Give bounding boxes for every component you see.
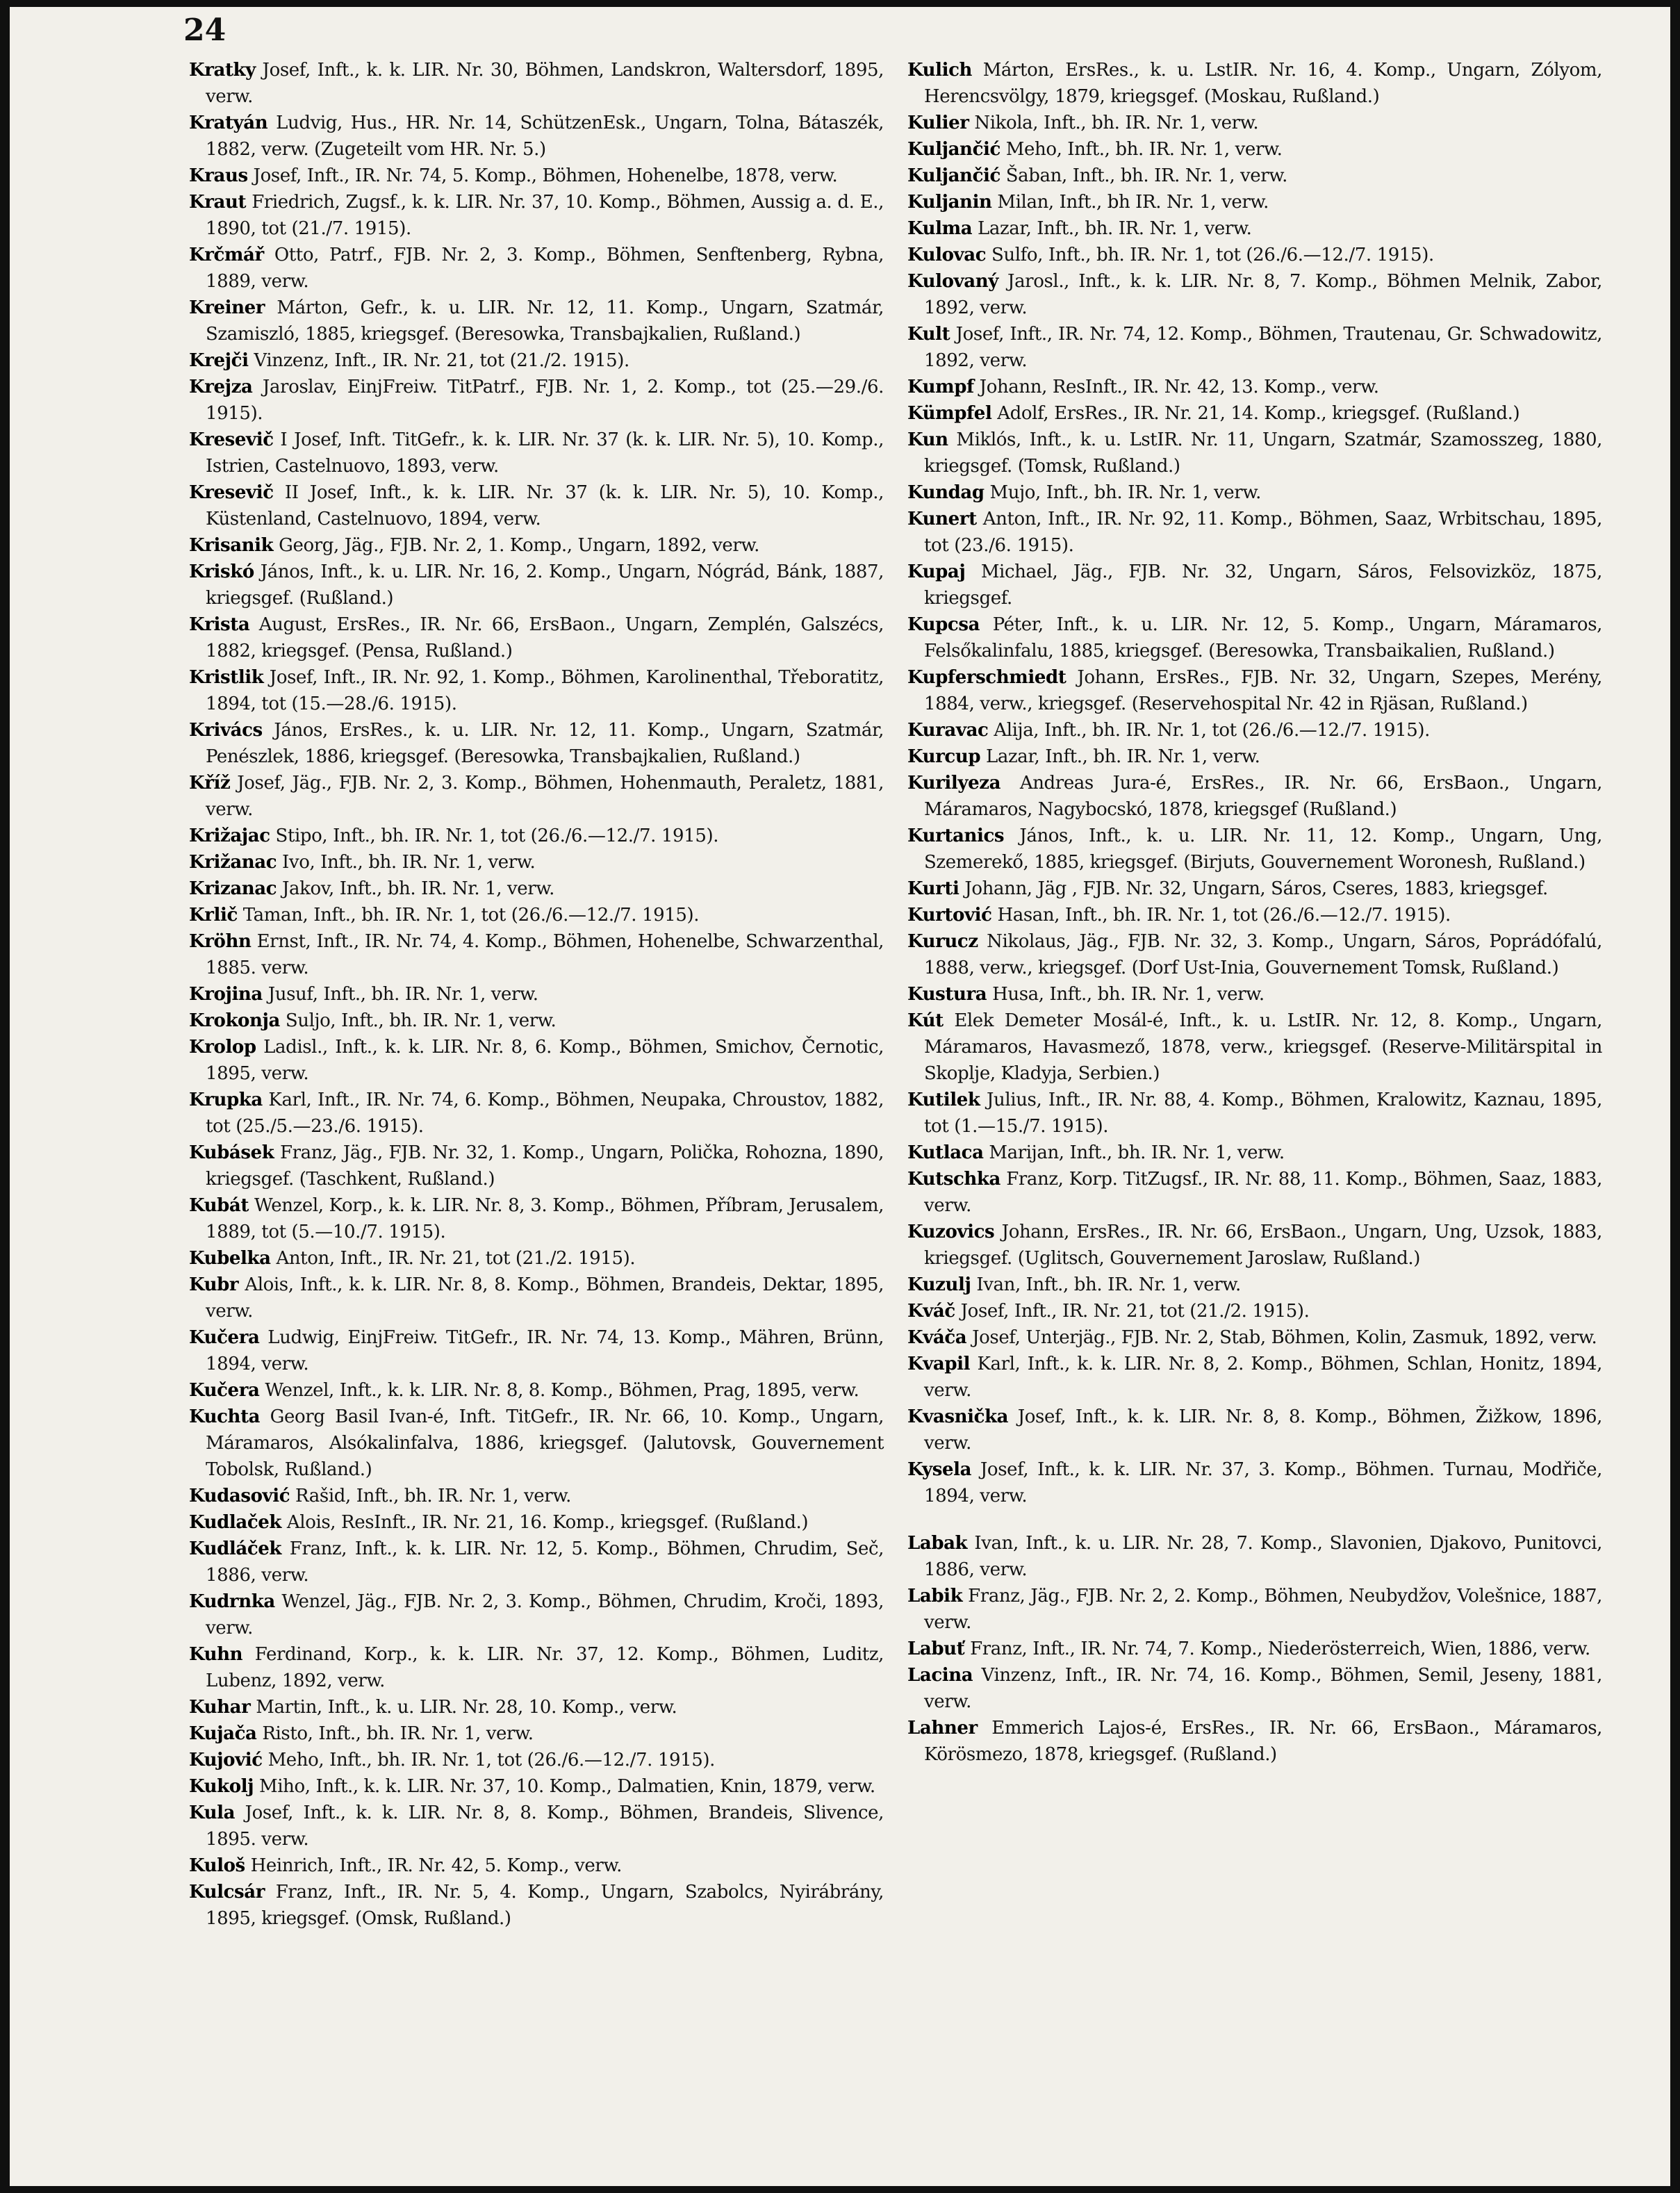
list-entry — [189, 1404, 884, 1483]
entry-details: Martin, Inft., k. u. LIR. Nr. 28, 10. Komp., verw. — [250, 1697, 677, 1718]
entry-surname: Kvapil — [907, 1354, 971, 1374]
list-entry — [907, 1404, 1602, 1456]
entry-surname: Kuzulj — [907, 1274, 971, 1295]
entry-details: Adolf, ErsRes., IR. Nr. 21, 14. Komp., kriegsgef. (Rußland.) — [991, 403, 1520, 424]
entry-details: Karl, Inft., k. k. LIR. Nr. 8, 2. Komp., Böhmen, Schlan, Honitz, 1894, verw. — [924, 1354, 1602, 1401]
entry-surname: Kulma — [907, 218, 973, 239]
entry-surname: Kubásek — [189, 1142, 274, 1163]
list-entry — [189, 1800, 884, 1853]
list-entry — [907, 1272, 1602, 1298]
entry-details: Josef, Inft., IR. Nr. 74, 12. Komp., Böhmen, Trautenau, Gr. Schwadowitz, 1892, verw. — [924, 324, 1602, 371]
entry-surname: Kučera — [189, 1380, 260, 1401]
entry-details: Anton, Inft., IR. Nr. 92, 11. Komp., Böhmen, Saaz, Wrbitschau, 1895, tot (23./6. 1915). — [924, 509, 1602, 556]
list-entry — [907, 823, 1602, 876]
entry-details: Franz, Inft., IR. Nr. 74, 7. Komp., Niederösterreich, Wien, 1886, verw. — [964, 1638, 1590, 1659]
list-entry — [907, 717, 1602, 744]
entry-surname: Kula — [189, 1802, 236, 1823]
entry-details: János, ErsRes., k. u. LIR. Nr. 12, 11. Komp., Ungarn, Szatmár, Penészlek, 1886, kriegsgef. (Beresowka, Transbajkalien, Rußland.) — [206, 720, 884, 767]
entry-surname: Krokonja — [189, 1010, 280, 1031]
list-entry — [189, 664, 884, 717]
entry-surname: Krojina — [189, 984, 263, 1005]
entry-details: August, ErsRes., IR. Nr. 66, ErsBaon., Ungarn, Zemplén, Galszécs, 1882, kriegsgef. (Pensa, Rußland.) — [206, 614, 884, 662]
list-entry — [907, 1087, 1602, 1140]
list-entry — [189, 242, 884, 295]
list-entry — [907, 1530, 1602, 1583]
entry-surname: Kuljanin — [907, 192, 992, 213]
entry-surname: Kriskó — [189, 561, 254, 582]
list-entry — [907, 242, 1602, 268]
entry-details: Marijan, Inft., bh. IR. Nr. 1, verw. — [983, 1142, 1285, 1163]
entry-details: Šaban, Inft., bh. IR. Nr. 1, verw. — [1000, 165, 1287, 186]
entry-details: Husa, Inft., bh. IR. Nr. 1, verw. — [987, 984, 1265, 1005]
entry-surname: Kulovaný — [907, 271, 998, 292]
entry-details: Alois, ResInft., IR. Nr. 21, 16. Komp., kriegsgef. (Rußland.) — [281, 1512, 809, 1533]
entry-surname: Kříž — [189, 773, 231, 794]
list-entry — [189, 1879, 884, 1932]
list-entry — [907, 506, 1602, 559]
entry-surname: Kümpfel — [907, 403, 992, 424]
list-entry — [189, 1034, 884, 1087]
entry-surname: Kulich — [907, 60, 973, 81]
entry-surname: Krlič — [189, 905, 238, 926]
entry-surname: Krupka — [189, 1090, 263, 1110]
list-entry — [907, 268, 1602, 321]
list-entry — [907, 770, 1602, 823]
list-entry — [907, 374, 1602, 400]
list-entry — [189, 1694, 884, 1720]
list-entry — [907, 110, 1602, 136]
entry-surname: Kulovac — [907, 245, 987, 265]
list-entry — [907, 1219, 1602, 1272]
list-entry — [907, 902, 1602, 928]
entry-surname: Kutlaca — [907, 1142, 984, 1163]
list-entry — [189, 1324, 884, 1377]
entry-surname: Kuhar — [189, 1697, 251, 1718]
entry-surname: Kurilyeza — [907, 773, 1001, 794]
entry-surname: Kurti — [907, 878, 960, 899]
entry-surname: Kuljančić — [907, 165, 1000, 186]
entry-surname: Kupferschmiedt — [907, 667, 1067, 688]
entry-surname: Krivács — [189, 720, 263, 741]
entry-details: Franz, Inft., k. k. LIR. Nr. 12, 5. Komp., Böhmen, Chrudim, Seč, 1886, verw. — [206, 1538, 884, 1586]
entry-surname: Kurucz — [907, 931, 978, 952]
entry-details: Anton, Inft., IR. Nr. 21, tot (21./2. 1915). — [270, 1248, 636, 1269]
entry-details: Ludwig, EinjFreiw. TitGefr., IR. Nr. 74, 13. Komp., Mähren, Brünn, 1894, verw. — [206, 1327, 884, 1374]
entry-details: Meho, Inft., bh. IR. Nr. 1, tot (26./6.—12./7. 1915). — [262, 1750, 716, 1771]
list-entry — [189, 1641, 884, 1694]
entry-details: Josef, Inft., k. k. LIR. Nr. 8, 8. Komp., Böhmen, Brandeis, Slivence, 1895. verw. — [206, 1802, 884, 1850]
list-entry — [189, 295, 884, 347]
entry-details: Johann, ResInft., IR. Nr. 42, 13. Komp., verw. — [973, 377, 1379, 397]
entry-details: Miho, Inft., k. k. LIR. Nr. 37, 10. Komp., Dalmatien, Knin, 1879, verw. — [254, 1776, 875, 1797]
entry-details: Otto, Patrf., FJB. Nr. 2, 3. Komp., Böhmen, Senftenberg, Rybna, 1889, verw. — [206, 245, 884, 292]
entry-details: Milan, Inft., bh IR. Nr. 1, verw. — [991, 192, 1269, 213]
entry-details: Lazar, Inft., bh. IR. Nr. 1, verw. — [972, 218, 1252, 239]
entry-surname: Kresevič — [189, 429, 274, 450]
entry-details: Jusuf, Inft., bh. IR. Nr. 1, verw. — [262, 984, 538, 1005]
entry-details: Johann, ErsRes., IR. Nr. 66, ErsBaon., Ungarn, Ung, Uzsok, 1883, kriegsgef. (Uglitsch, Gouvernement Jaroslaw, Rußland.) — [924, 1222, 1602, 1269]
list-entry — [189, 1192, 884, 1245]
entry-surname: Kulcsár — [189, 1882, 265, 1903]
list-entry — [907, 57, 1602, 110]
list-entry — [907, 215, 1602, 242]
list-entry — [189, 374, 884, 427]
entry-details: Ludvig, Hus., HR. Nr. 14, SchützenEsk., Ungarn, Tolna, Bátaszék, 1882, verw. (Zugeteilt vom HR. Nr. 5.) — [206, 113, 884, 160]
entry-surname: Krejči — [189, 350, 249, 371]
list-entry — [907, 1636, 1602, 1662]
entry-details: Jaroslav, EinjFreiw. TitPatrf., FJB. Nr. 1, 2. Komp., tot (25.—29./6. 1915). — [206, 377, 884, 424]
entry-details: Franz, Jäg., FJB. Nr. 32, 1. Komp., Ungarn, Polička, Rohozna, 1890, kriegsgef. (Taschkent, Rußland.) — [206, 1142, 884, 1190]
entry-surname: Kujača — [189, 1723, 257, 1744]
entry-surname: Lahner — [907, 1718, 978, 1739]
entry-details: Stipo, Inft., bh. IR. Nr. 1, tot (26./6.—12./7. 1915). — [270, 826, 719, 846]
list-entry — [189, 163, 884, 189]
entry-details: Miklós, Inft., k. u. LstIR. Nr. 11, Ungarn, Szatmár, Szamosszeg, 1880, kriegsgef. (Tomsk, Rußland.) — [924, 429, 1602, 477]
entry-details: Friedrich, Zugsf., k. k. LIR. Nr. 37, 10. Komp., Böhmen, Aussig a. d. E., 1890, tot (21./7. 1915). — [206, 192, 884, 239]
entry-surname: Kuzovics — [907, 1222, 995, 1242]
list-entry — [189, 1008, 884, 1034]
page-number: 24 — [183, 13, 227, 48]
entry-surname: Kulier — [907, 113, 969, 133]
entry-details: Karl, Inft., IR. Nr. 74, 6. Komp., Böhmen, Neupaka, Chroustov, 1882, tot (25./5.—23./6. 1915). — [206, 1090, 884, 1137]
list-entry — [907, 1662, 1602, 1715]
entry-surname: Križajac — [189, 826, 270, 846]
entry-surname: Kút — [907, 1010, 944, 1031]
entry-details: Wenzel, Korp., k. k. LIR. Nr. 8, 3. Komp., Böhmen, Příbram, Jerusalem, 1889, tot (5.—10./7. 1915). — [206, 1195, 884, 1242]
left-column — [189, 57, 884, 1932]
entry-details: Josef, Inft., IR. Nr. 92, 1. Komp., Böhmen, Karolinenthal, Třeboratitz, 1894, tot (15.—28./6. 1915). — [206, 667, 884, 714]
entry-surname: Kudasović — [189, 1486, 290, 1506]
list-entry — [189, 110, 884, 163]
list-entry — [189, 928, 884, 981]
entry-surname: Kubát — [189, 1195, 249, 1216]
list-entry — [907, 189, 1602, 215]
entry-details: Péter, Inft., k. u. LIR. Nr. 12, 5. Komp., Ungarn, Máramaros, Felsőkalinfalu, 1885, kriegsgef. (Beresowka, Transbaikalien, Rußland.) — [924, 614, 1602, 662]
list-entry — [907, 1324, 1602, 1351]
entry-details: Ladisl., Inft., k. k. LIR. Nr. 8, 6. Komp., Böhmen, Smichov, Černotic, 1895, verw. — [206, 1037, 884, 1084]
entry-surname: Lacina — [907, 1665, 973, 1686]
entry-details: Márton, Gefr., k. u. LIR. Nr. 12, 11. Komp., Ungarn, Szatmár, Szamiszló, 1885, kriegsgef. (Beresowka, Transbajkalien, Rußland.) — [206, 297, 884, 345]
entry-details: I Josef, Inft. TitGefr., k. k. LIR. Nr. 37 (k. k. LIR. Nr. 5), 10. Komp., Istrien, Castelnuovo, 1893, verw. — [206, 429, 884, 477]
list-entry — [189, 189, 884, 242]
entry-details: Heinrich, Inft., IR. Nr. 42, 5. Komp., verw. — [245, 1855, 622, 1876]
entry-surname: Kumpf — [907, 377, 974, 397]
list-entry — [189, 1140, 884, 1192]
list-entry — [189, 347, 884, 374]
entry-surname: Kuchta — [189, 1406, 261, 1427]
entry-details: Risto, Inft., bh. IR. Nr. 1, verw. — [256, 1723, 534, 1744]
entry-surname: Kuljančić — [907, 139, 1000, 160]
entry-surname: Kunert — [907, 509, 977, 529]
entry-surname: Kubr — [189, 1274, 239, 1295]
entry-details: Josef, Inft., k. k. LIR. Nr. 37, 3. Komp., Böhmen. Turnau, Modřiče, 1894, verw. — [924, 1459, 1602, 1506]
entry-details: Hasan, Inft., bh. IR. Nr. 1, tot (26./6.—12./7. 1915). — [991, 905, 1451, 926]
list-entry — [189, 770, 884, 823]
entry-details: Alija, Inft., bh. IR. Nr. 1, tot (26./6.—12./7. 1915). — [988, 720, 1430, 741]
list-entry — [907, 876, 1602, 902]
list-entry — [907, 611, 1602, 664]
list-entry — [189, 823, 884, 849]
entry-details: Mujo, Inft., bh. IR. Nr. 1, verw. — [984, 482, 1261, 503]
entry-surname: Kreiner — [189, 297, 265, 318]
entry-surname: Kysela — [907, 1459, 972, 1480]
list-entry — [189, 1509, 884, 1536]
list-entry — [189, 1272, 884, 1324]
list-entry — [189, 1245, 884, 1272]
list-entry — [907, 1583, 1602, 1636]
entry-details: Vinzenz, Inft., IR. Nr. 74, 16. Komp., Böhmen, Semil, Jeseny, 1881, verw. — [924, 1665, 1602, 1712]
entry-surname: Kresevič — [189, 482, 274, 503]
entry-surname: Kutilek — [907, 1090, 980, 1110]
entry-surname: Kustura — [907, 984, 987, 1005]
list-entry — [189, 1588, 884, 1641]
entry-details: Nikolaus, Jäg., FJB. Nr. 32, 3. Komp., Ungarn, Sáros, Poprádófalú, 1888, verw., kriegsgef. (Dorf Ust-Inia, Gouvernement Tomsk, Rußland.) — [924, 931, 1602, 978]
entry-surname: Krista — [189, 614, 250, 635]
entry-surname: Krolop — [189, 1037, 256, 1058]
list-entry — [189, 849, 884, 876]
entry-surname: Kristlik — [189, 667, 264, 688]
entry-surname: Krisanik — [189, 535, 274, 556]
entry-details: Vinzenz, Inft., IR. Nr. 21, tot (21./2. 1915). — [248, 350, 629, 371]
entry-details: Jakov, Inft., bh. IR. Nr. 1, verw. — [277, 878, 554, 899]
entry-surname: Kuloš — [189, 1855, 245, 1876]
list-entry — [189, 427, 884, 479]
entry-surname: Kubelka — [189, 1248, 271, 1269]
entry-surname: Kudrnka — [189, 1591, 275, 1612]
list-entry — [189, 57, 884, 110]
entry-surname: Kult — [907, 324, 950, 345]
entry-details: Josef, Inft., IR. Nr. 21, tot (21./2. 1915). — [955, 1301, 1310, 1322]
entry-details: Andreas Jura-é, ErsRes., IR. Nr. 66, ErsBaon., Ungarn, Máramaros, Nagybocskó, 1878, kriegsgef (Rußland.) — [924, 773, 1602, 820]
entry-surname: Kurcup — [907, 746, 981, 767]
entry-surname: Kröhn — [189, 931, 252, 952]
list-entry — [907, 400, 1602, 427]
entry-details: Rašid, Inft., bh. IR. Nr. 1, verw. — [290, 1486, 571, 1506]
entry-details: Georg, Jäg., FJB. Nr. 2, 1. Komp., Ungarn, 1892, verw. — [273, 535, 760, 556]
list-entry — [907, 1166, 1602, 1219]
entry-surname: Labuť — [907, 1638, 965, 1659]
list-entry — [907, 744, 1602, 770]
list-entry — [907, 1008, 1602, 1087]
list-entry — [907, 1140, 1602, 1166]
entry-details: Josef, Inft., k. k. LIR. Nr. 30, Böhmen, Landskron, Waltersdorf, 1895, verw. — [206, 60, 884, 107]
entry-surname: Kratyán — [189, 113, 268, 133]
list-entry — [907, 1456, 1602, 1509]
list-entry — [907, 664, 1602, 717]
list-entry — [189, 1377, 884, 1404]
entry-surname: Kuhn — [189, 1644, 243, 1665]
list-entry — [189, 1087, 884, 1140]
list-entry — [189, 1483, 884, 1509]
entry-details: Julius, Inft., IR. Nr. 88, 4. Komp., Böhmen, Kralowitz, Kaznau, 1895, tot (1.—15./7. 1915). — [924, 1090, 1602, 1137]
entry-surname: Kutschka — [907, 1169, 1000, 1190]
entry-details: Wenzel, Jäg., FJB. Nr. 2, 3. Komp., Böhmen, Chrudim, Kroči, 1893, verw. — [206, 1591, 884, 1638]
entry-surname: Kurtović — [907, 905, 992, 926]
right-column — [907, 57, 1602, 1768]
entry-details: Georg Basil Ivan-é, Inft. TitGefr., IR. Nr. 66, 10. Komp., Ungarn, Máramaros, Alsókalinfalva, 1886, kriegsgef. (Jalutovsk, Gouvernement Tobolsk, Rußland.) — [206, 1406, 884, 1480]
entry-surname: Kraut — [189, 192, 247, 213]
entry-surname: Kujović — [189, 1750, 263, 1771]
entry-details: II Josef, Inft., k. k. LIR. Nr. 37 (k. k. LIR. Nr. 5), 10. Komp., Küstenland, Castelnuovo, 1894, verw. — [206, 482, 884, 529]
list-entry — [189, 1747, 884, 1773]
entry-surname: Krizanac — [189, 878, 277, 899]
entry-details: Johann, Jäg , FJB. Nr. 32, Ungarn, Sáros, Cseres, 1883, kriegsgef. — [959, 878, 1548, 899]
list-entry — [907, 981, 1602, 1008]
entry-details: Ferdinand, Korp., k. k. LIR. Nr. 37, 12. Komp., Böhmen, Luditz, Lubenz, 1892, verw. — [206, 1644, 884, 1691]
entry-details: Franz, Korp. TitZugsf., IR. Nr. 88, 11. Komp., Böhmen, Saaz, 1883, verw. — [924, 1169, 1602, 1216]
list-entry — [907, 1298, 1602, 1324]
list-entry — [189, 479, 884, 532]
list-entry — [907, 427, 1602, 479]
list-entry — [189, 1853, 884, 1879]
list-entry — [907, 321, 1602, 374]
entry-details: Emmerich Lajos-é, ErsRes., IR. Nr. 66, ErsBaon., Máramaros, Körösmezo, 1878, kriegsgef. (Rußland.) — [924, 1718, 1602, 1765]
entry-surname: Kun — [907, 429, 948, 450]
entry-details: Michael, Jäg., FJB. Nr. 32, Ungarn, Sáros, Felsovizköz, 1875, kriegsgef. — [924, 561, 1602, 609]
entry-surname: Labik — [907, 1586, 963, 1607]
list-entry — [189, 559, 884, 611]
entry-surname: Krčmář — [189, 245, 264, 265]
entry-details: Lazar, Inft., bh. IR. Nr. 1, verw. — [980, 746, 1260, 767]
entry-surname: Križanac — [189, 852, 277, 873]
list-entry — [907, 163, 1602, 189]
entry-details: Jarosl., Inft., k. k. LIR. Nr. 8, 7. Komp., Böhmen Melnik, Zabor, 1892, verw. — [924, 271, 1602, 318]
entry-details: Johann, ErsRes., FJB. Nr. 32, Ungarn, Szepes, Merény, 1884, verw., kriegsgef. (Reservehospital Nr. 42 in Rjäsan, Rußland.) — [924, 667, 1602, 714]
list-entry — [907, 136, 1602, 163]
list-entry — [907, 1351, 1602, 1404]
entry-surname: Kukolj — [189, 1776, 254, 1797]
entry-details: Josef, Inft., IR. Nr. 74, 5. Komp., Böhmen, Hohenelbe, 1878, verw. — [247, 165, 838, 186]
entry-surname: Labak — [907, 1533, 968, 1554]
entry-details: Josef, Inft., k. k. LIR. Nr. 8, 8. Komp., Böhmen, Žižkow, 1896, verw. — [924, 1406, 1602, 1454]
entry-details: Ivan, Inft., k. u. LIR. Nr. 28, 7. Komp., Slavonien, Djakovo, Punitovci, 1886, verw. — [924, 1533, 1602, 1580]
list-entry — [189, 1773, 884, 1800]
list-entry — [907, 479, 1602, 506]
list-entry — [189, 1536, 884, 1588]
entry-surname: Kváč — [907, 1301, 955, 1322]
entry-surname: Kuravac — [907, 720, 989, 741]
entry-details: Elek Demeter Mosál-é, Inft., k. u. LstIR. Nr. 12, 8. Komp., Ungarn, Máramaros, Havasmező, 1878, verw., kriegsgef. (Reserve-Militärspital in Skoplje, Kladyja, Serbien.) — [924, 1010, 1602, 1084]
entry-details: Sulfo, Inft., bh. IR. Nr. 1, tot (26./6.—12./7. 1915). — [986, 245, 1434, 265]
entry-details: János, Inft., k. u. LIR. Nr. 11, 12. Komp., Ungarn, Ung, Szemerekő, 1885, kriegsgef. (Birjuts, Gouvernement Woronesh, Rußland.) — [924, 826, 1602, 873]
entry-details: Ivo, Inft., bh. IR. Nr. 1, verw. — [277, 852, 536, 873]
entry-details: Josef, Unterjäg., FJB. Nr. 2, Stab, Böhmen, Kolin, Zasmuk, 1892, verw. — [966, 1327, 1597, 1348]
list-entry — [189, 902, 884, 928]
entry-surname: Krejza — [189, 377, 253, 397]
entry-details: János, Inft., k. u. LIR. Nr. 16, 2. Komp., Ungarn, Nógrád, Bánk, 1887, kriegsgef. (Rußland.) — [206, 561, 884, 609]
section-gap — [907, 1509, 1602, 1530]
entry-details: Franz, Inft., IR. Nr. 5, 4. Komp., Ungarn, Szabolcs, Nyirábrány, 1895, kriegsgef. (Omsk, Rußland.) — [206, 1882, 884, 1929]
list-entry — [189, 611, 884, 664]
entry-surname: Kratky — [189, 60, 256, 81]
entry-details: Ivan, Inft., bh. IR. Nr. 1, verw. — [971, 1274, 1241, 1295]
list-entry — [189, 876, 884, 902]
entry-details: Wenzel, Inft., k. k. LIR. Nr. 8, 8. Komp., Böhmen, Prag, 1895, verw. — [259, 1380, 859, 1401]
entry-details: Nikola, Inft., bh. IR. Nr. 1, verw. — [969, 113, 1259, 133]
entry-surname: Kvasnička — [907, 1406, 1009, 1427]
entry-surname: Kraus — [189, 165, 248, 186]
entry-details: Márton, ErsRes., k. u. LstIR. Nr. 16, 4. Komp., Ungarn, Zólyom, Herencsvölgy, 1879, kriegsgef. (Moskau, Rußland.) — [924, 60, 1602, 107]
entry-details: Ernst, Inft., IR. Nr. 74, 4. Komp., Böhmen, Hohenelbe, Schwarzenthal, 1885. verw. — [206, 931, 884, 978]
entry-surname: Kupcsa — [907, 614, 980, 635]
entry-details: Josef, Jäg., FJB. Nr. 2, 3. Komp., Böhmen, Hohenmauth, Peraletz, 1881, verw. — [206, 773, 884, 820]
document-page — [10, 7, 1670, 2186]
entry-details: Alois, Inft., k. k. LIR. Nr. 8, 8. Komp., Böhmen, Brandeis, Dektar, 1895, verw. — [206, 1274, 884, 1322]
list-entry — [907, 928, 1602, 981]
entry-surname: Kupaj — [907, 561, 966, 582]
entry-surname: Kváča — [907, 1327, 967, 1348]
entry-details: Meho, Inft., bh. IR. Nr. 1, verw. — [1000, 139, 1283, 160]
entry-surname: Kudlaček — [189, 1512, 282, 1533]
list-entry — [189, 532, 884, 559]
list-entry — [189, 717, 884, 770]
entry-surname: Kurtanics — [907, 826, 1005, 846]
entry-details: Taman, Inft., bh. IR. Nr. 1, tot (26./6.—12./7. 1915). — [237, 905, 700, 926]
entry-details: Suljo, Inft., bh. IR. Nr. 1, verw. — [279, 1010, 557, 1031]
entry-surname: Kučera — [189, 1327, 260, 1348]
list-entry — [907, 559, 1602, 611]
entry-surname: Kundag — [907, 482, 985, 503]
list-entry — [189, 981, 884, 1008]
entry-surname: Kudláček — [189, 1538, 282, 1559]
list-entry — [907, 1715, 1602, 1768]
list-entry — [189, 1720, 884, 1747]
entry-details: Franz, Jäg., FJB. Nr. 2, 2. Komp., Böhmen, Neubydžov, Volešnice, 1887, verw. — [924, 1586, 1602, 1633]
